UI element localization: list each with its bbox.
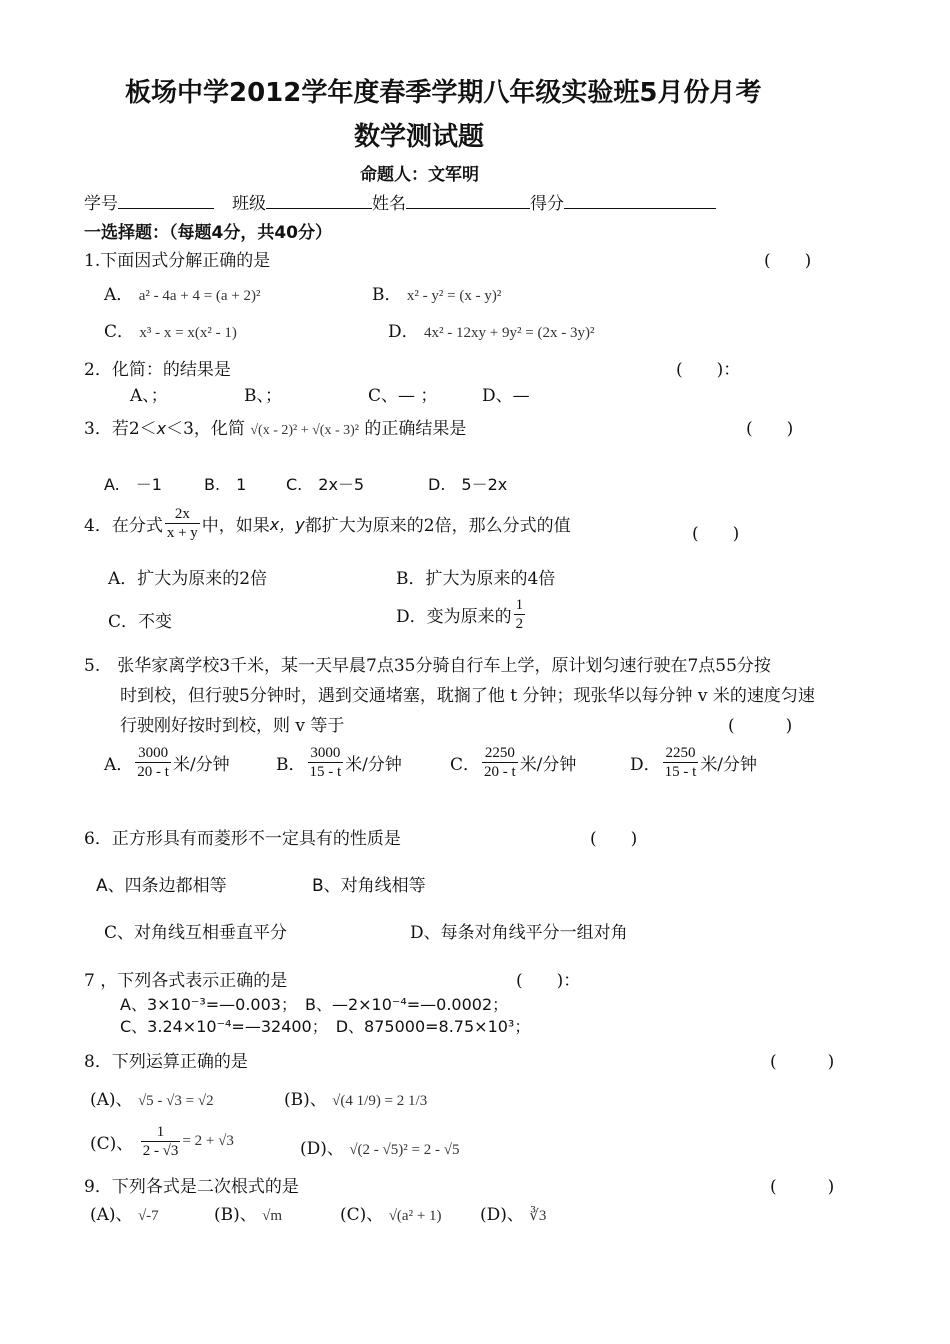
q2-option-a: A、； <box>130 386 168 406</box>
q8-option-d: (D)、 √(2 - √5)² = 2 - √5 <box>300 1139 460 1159</box>
q9-option-a: (A)、 √-7 <box>90 1205 159 1225</box>
q2-answer-bracket: ( )： <box>676 360 741 380</box>
q2-option-b: B、； <box>244 386 282 406</box>
name-blank[interactable] <box>406 192 530 209</box>
q3-option-d: D. 5－2x <box>428 475 508 494</box>
student-number-blank[interactable] <box>118 192 214 209</box>
q3-radical-expression: √(x - 2)² + √(x - 3)² <box>250 423 359 438</box>
q6-stem: 6．正方形具有而菱形不一定具有的性质是 <box>84 829 401 849</box>
q8-option-b: (B)、 √(4 1/9) = 2 1/3 <box>284 1090 428 1110</box>
q3-option-c: C. 2x－5 <box>286 475 365 494</box>
q3-option-a: A. －1 <box>104 475 162 494</box>
q6-option-a: A、四条边都相等 <box>96 876 227 896</box>
q5-option-c: C． $\frac{2250}{20 - t}$ 米/分钟 <box>450 745 577 780</box>
q2-stem: 2．化简：的结果是 <box>84 360 231 380</box>
author-line: 命题人：文军明 <box>360 165 479 185</box>
q1-stem: 1.下面因式分解正确的是 <box>84 251 271 271</box>
q8-answer-bracket: ( ) <box>770 1052 835 1072</box>
score-label: 得分 <box>530 194 564 214</box>
exam-subtitle: 数学测试题 <box>354 122 485 152</box>
q4-stem: 4．在分式 $\frac{2x}{x + y}$ 中，如果 x，y 都扩大为原来的2倍，那么分式的值 <box>84 506 571 541</box>
q7-options-line-1: A、3×10⁻³=—0.003； B、—2×10⁻⁴=—0.0002； <box>120 995 509 1014</box>
q5-option-d: D． $\frac{2250}{15 - t}$ 米/分钟 <box>630 745 758 780</box>
q8-stem: 8．下列运算正确的是 <box>84 1052 248 1072</box>
student-number-label: 学号 <box>84 194 118 214</box>
q7-answer-bracket: ( )： <box>516 971 581 991</box>
q9-answer-bracket: ( ) <box>770 1177 835 1197</box>
score-blank[interactable] <box>564 192 716 209</box>
q5-line-3: 行驶刚好按时到校，则 v 等于 <box>120 716 345 736</box>
q4-option-c: C．不变 <box>108 612 173 632</box>
q9-option-c: (C)、 √(a² + 1) <box>340 1205 442 1225</box>
q1-option-d: D． 4x² - 12xy + 9y² = (2x - 3y)² <box>388 322 595 342</box>
q1-option-c: C． x³ - x = x(x² - 1) <box>104 322 237 342</box>
q3-stem: 3．若2＜x＜3，化简 √(x - 2)² + √(x - 3)² 的正确结果是 <box>84 419 467 439</box>
q5-option-a: A． $\frac{3000}{20 - t}$ 米/分钟 <box>104 745 230 780</box>
q2-option-c: C、— ； <box>368 386 438 406</box>
q6-option-d: D、每条对角线平分一组对角 <box>410 923 628 943</box>
student-info-line <box>84 189 716 214</box>
q9-option-b: (B)、 √m <box>214 1205 283 1225</box>
q5-answer-bracket: ( ) <box>728 716 793 736</box>
q7-options-line-2: C、3.24×10⁻⁴=—32400； D、875000=8.75×10³； <box>120 1017 531 1036</box>
q4-fraction: $\frac{2x}{x + y}$ <box>166 506 198 541</box>
q1-option-b: B． x² - y² = (x - y)² <box>372 285 502 305</box>
q4-option-b: B．扩大为原来的4倍 <box>396 569 556 589</box>
q9-stem: 9．下列各式是二次根式的是 <box>84 1177 299 1197</box>
q4-answer-bracket: ( ) <box>692 524 740 544</box>
q3-answer-bracket: ( ) <box>746 419 794 439</box>
q2-option-d: D、— <box>482 386 530 406</box>
q6-option-b: B、对角线相等 <box>312 876 426 896</box>
class-label: 班级 <box>232 194 266 214</box>
q6-answer-bracket: ( ) <box>590 829 638 849</box>
class-blank[interactable] <box>266 192 372 209</box>
q8-option-a: (A)、 √5 - √3 = √2 <box>90 1090 214 1110</box>
q1-option-a: A． a² - 4a + 4 = (a + 2)² <box>104 285 261 305</box>
q1-answer-bracket: ( ) <box>764 251 812 271</box>
q6-option-c: C、对角线互相垂直平分 <box>104 923 288 943</box>
q7-stem: 7 ，下列各式表示正确的是 <box>84 971 288 991</box>
name-label: 姓名 <box>372 194 406 214</box>
q5-line-1: 5. 张华家离学校3千米，某一天早晨7点35分骑自行车上学，原计划匀速行驶在7点55分按 <box>84 656 771 676</box>
q3-option-b: B. 1 <box>204 475 247 494</box>
q5-option-b: B． $\frac{3000}{15 - t}$ 米/分钟 <box>276 745 402 780</box>
exam-title: 板场中学2012学年度春季学期八年级实验班5月份月考 <box>125 78 762 108</box>
q4-option-d: D．变为原来的 $\frac{1}{2}$ <box>396 597 524 632</box>
q8-option-c: (C)、 $\frac{1}{2 - √3}$ = 2 + √3 <box>90 1124 234 1159</box>
q4-option-a: A．扩大为原来的2倍 <box>108 569 268 589</box>
q5-line-2: 时到校，但行驶5分钟时，遇到交通堵塞，耽搁了他 t 分钟；现张华以每分钟 v 米的速度匀速 <box>120 686 815 706</box>
q9-option-d: (D)、 ∛3 <box>480 1205 547 1225</box>
section-heading: 一选择题：（每题4分，共40分） <box>84 223 332 243</box>
